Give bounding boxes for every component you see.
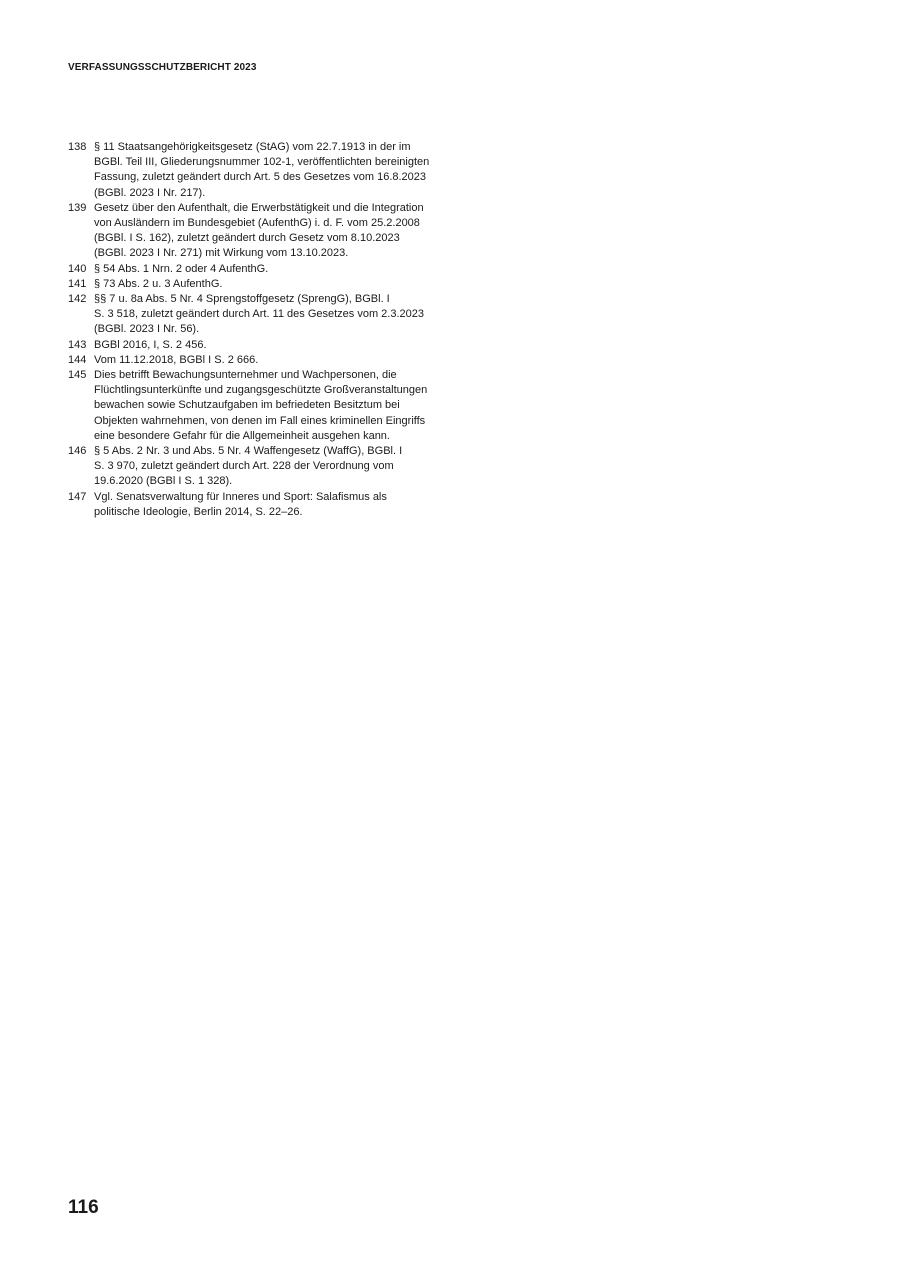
footnote-text	[94, 368, 448, 444]
footnote-item	[68, 277, 448, 292]
footnote-text-line: BGBl 2016, I, S. 2 456.	[94, 338, 207, 351]
footnote-text-line: Objekten wahrnehmen, von denen im Fall eines kriminellen Eingriffs	[94, 414, 426, 427]
footnote-text	[94, 201, 448, 262]
footnote-text-line: Fassung, zuletzt geändert durch Art. 5 des Gesetzes vom 16.8.2023	[94, 171, 427, 184]
footnote-text-line: § 73 Abs. 2 u. 3 AufenthG.	[94, 277, 223, 290]
footnote-text-line: Flüchtlingsunterkünfte und zugangsgeschützte Großveranstaltungen	[94, 384, 428, 397]
footnote-text-line: § 5 Abs. 2 Nr. 3 und Abs. 5 Nr. 4 Waffengesetz (WaffG), BGBl. I	[94, 445, 403, 458]
footnote-text	[94, 262, 448, 277]
footnote-text-line: S. 3 518, zuletzt geändert durch Art. 11 des Gesetzes vom 2.3.2023	[94, 308, 424, 321]
footnote-text-line: Gesetz über den Aufenthalt, die Erwerbstätigkeit und die Integration	[94, 201, 424, 214]
footnote-list	[68, 140, 448, 520]
footnote-number: 145	[68, 369, 87, 382]
footnote-item	[68, 338, 448, 353]
footnote-text-line: §§ 7 u. 8a Abs. 5 Nr. 4 Sprengstoffgesetz (SprengG), BGBl. I	[94, 293, 390, 306]
running-header: VERFASSUNGSSCHUTZBERICHT 2023	[68, 62, 257, 73]
footnote-number: 142	[68, 293, 87, 306]
footnote-text-line: politische Ideologie, Berlin 2014, S. 22–26.	[94, 505, 303, 518]
page-number: 116	[68, 1197, 99, 1218]
footnote-text	[94, 338, 448, 353]
footnote-text-line: (BGBl. 2023 I Nr. 217).	[94, 186, 206, 199]
footnote-item	[68, 353, 448, 368]
footnote-item	[68, 292, 448, 338]
footnote-item	[68, 201, 448, 262]
footnote-text-line: 19.6.2020 (BGBl I S. 1 328).	[94, 475, 233, 488]
footnote-number: 139	[68, 201, 87, 214]
footnote-number: 146	[68, 445, 87, 458]
footnote-number: 140	[68, 262, 87, 275]
footnote-item	[68, 262, 448, 277]
footnote-text-line: Vom 11.12.2018, BGBl I S. 2 666.	[94, 353, 259, 366]
footnote-number: 141	[68, 277, 87, 290]
footnote-text	[94, 490, 448, 520]
footnote-text	[94, 140, 448, 201]
footnote-text-line: eine besondere Gefahr für die Allgemeinheit ausgehen kann.	[94, 429, 390, 442]
footnote-text-line: (BGBl. I S. 162), zuletzt geändert durch Gesetz vom 8.10.2023	[94, 232, 400, 245]
footnote-item	[68, 140, 448, 201]
footnote-text-line: § 54 Abs. 1 Nrn. 2 oder 4 AufenthG.	[94, 262, 269, 275]
footnote-text	[94, 292, 448, 338]
footnote-text-line: S. 3 970, zuletzt geändert durch Art. 228 der Verordnung vom	[94, 460, 394, 473]
footnote-text	[94, 444, 448, 490]
footnote-item	[68, 490, 448, 520]
footnote-text-line: (BGBl. 2023 I Nr. 56).	[94, 323, 200, 336]
footnote-text-line: BGBl. Teil III, Gliederungsnummer 102-1, veröffentlichten bereinigten	[94, 156, 430, 169]
footnote-text-line: (BGBl. 2023 I Nr. 271) mit Wirkung vom 13.10.2023.	[94, 247, 349, 260]
footnote-text-line: § 11 Staatsangehörigkeitsgesetz (StAG) vom 22.7.1913 in der im	[94, 141, 411, 153]
footnote-number: 138	[68, 141, 87, 153]
footnote-text-line: Vgl. Senatsverwaltung für Inneres und Sport: Salafismus als	[94, 490, 387, 503]
footnote-text	[94, 277, 448, 292]
footnote-number: 147	[68, 490, 87, 503]
footnote-item	[68, 444, 448, 490]
footnote-text	[94, 353, 448, 368]
footnote-text-line: bewachen sowie Schutzaufgaben im befriedeten Besitztum bei	[94, 399, 400, 412]
footnote-number: 144	[68, 353, 87, 366]
footnote-text-line: von Ausländern im Bundesgebiet (AufenthG) i. d. F. vom 25.2.2008	[94, 217, 420, 230]
footnote-number: 143	[68, 338, 87, 351]
footnote-item	[68, 368, 448, 444]
footnote-text-line: Dies betrifft Bewachungsunternehmer und Wachpersonen, die	[94, 369, 397, 382]
